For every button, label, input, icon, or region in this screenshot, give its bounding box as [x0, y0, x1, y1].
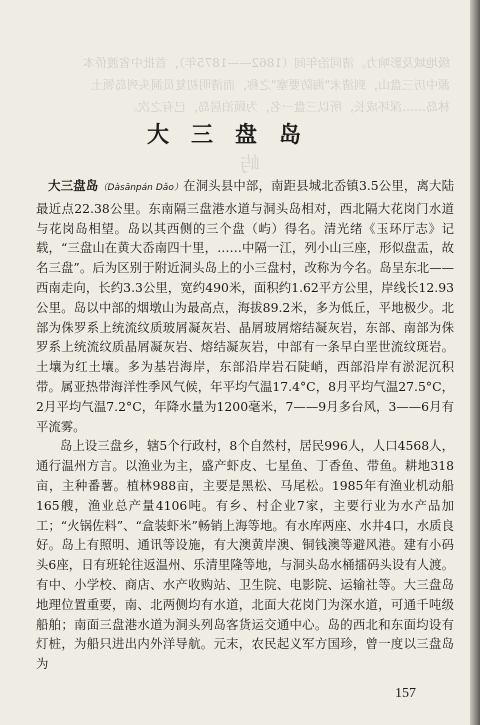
entry-title: 大三盘岛 — [146, 122, 323, 148]
page-number: 157 — [395, 686, 416, 701]
entry-body — [36, 176, 454, 674]
bleed-line: 源中历三盘山，到清末"海防要塞"之称，而清明初复员洞头列岛领土 — [90, 78, 450, 92]
bleed-line: 级地域及影响力。清同治年间（1862——1875年），首批中省渡侨本 — [82, 56, 450, 70]
entry-term: 大三盘岛 — [48, 178, 99, 193]
paragraph-1 — [36, 176, 454, 436]
bleed-line: 林岛……深坏成长，所以三盘一名，为顾泊居岛，已有之次。 — [125, 100, 450, 114]
bleed-through-glyph: 屿 — [240, 152, 260, 176]
paragraph-2 — [36, 436, 454, 674]
paragraph-1-text: 在洞头县中部，南距县城北岙镇3.5公里，离大陆最近点22.38公里。东南隔三盘港水道与洞头岛相对，西北隔大花岗门水道与花岗岛相望。岛以其西侧的三个盘（屿）得名。清光绪《玉环厅志》记载，“三盘山在黄大岙南四十里，……中隔一江，列小山三座，形似盘盂，故名三盘”。后为区别于附近洞头岛上的小三盘村，改称为今名。岛呈东北——西南走向，长约3.3公里，宽约490米，面积约1.62平方公里，岸线长12.93公里。岛以中部的烟墩山为最高点，海拔89.2米，多为低丘，平地极少。北部为侏罗系上统流纹质玻屑凝灰岩、晶屑玻屑熔结凝灰岩，东部、南部为侏罗系上统流纹质晶屑凝灰岩、熔结凝灰岩，中部有一条早白垩世流纹斑岩。土壤为红土壤。多为基岩海岸，东部沿岸岩石陡峭，西部沿岸有淤泥沉积带。属亚热带海洋性季风气候，年平均气温17.4°C，8月平均气温27.5°C，2月平均气温7.2°C，年降水量为1200毫米，7——9月多台风，3——6月有平流雾。 — [36, 178, 454, 434]
bleed-through-text — [30, 52, 450, 118]
paragraph-2-text: 岛上设三盘乡，辖5个行政村，8个自然村，居民996人，人口4568人，通行温州方言。以渔业为主，盛产虾皮、七星鱼、丁香鱼、带鱼。耕地318亩，主种番薯。植林988亩，主要是黑松、马尾松。1985年有渔业机动船165艘，渔业总产量4106吨。有乡、村企业7家，主要行业为水产品加工；“火锅佐料”、“盒装虾米”畅销上海等地。有水库两座、水井4口，水质良好。岛上有照明、通讯等设施，有大澳黄岸澳、铜钱澳等避风港。建有小码头6座，日有班轮往返温州、乐清里隆等地，与洞头岛水桶擂码头设有人渡。有中、小学校、商店、水产收购站、卫生院、电影院、运输社等。大三盘岛地理位置重要，南、北两侧均有水道，北面大花岗门为深水道，可通千吨级船舶；南面三盘港水道为洞头列岛客货运交通中心。岛的西北和东面均设有灯桩，为船只进出内外洋导航。元末，农民起义军方国珍，曾一度以三盘岛为 — [36, 438, 454, 672]
entry-pinyin: （Dàsānpán Dǎo） — [98, 183, 184, 193]
page-edge-shadow — [470, 0, 480, 725]
